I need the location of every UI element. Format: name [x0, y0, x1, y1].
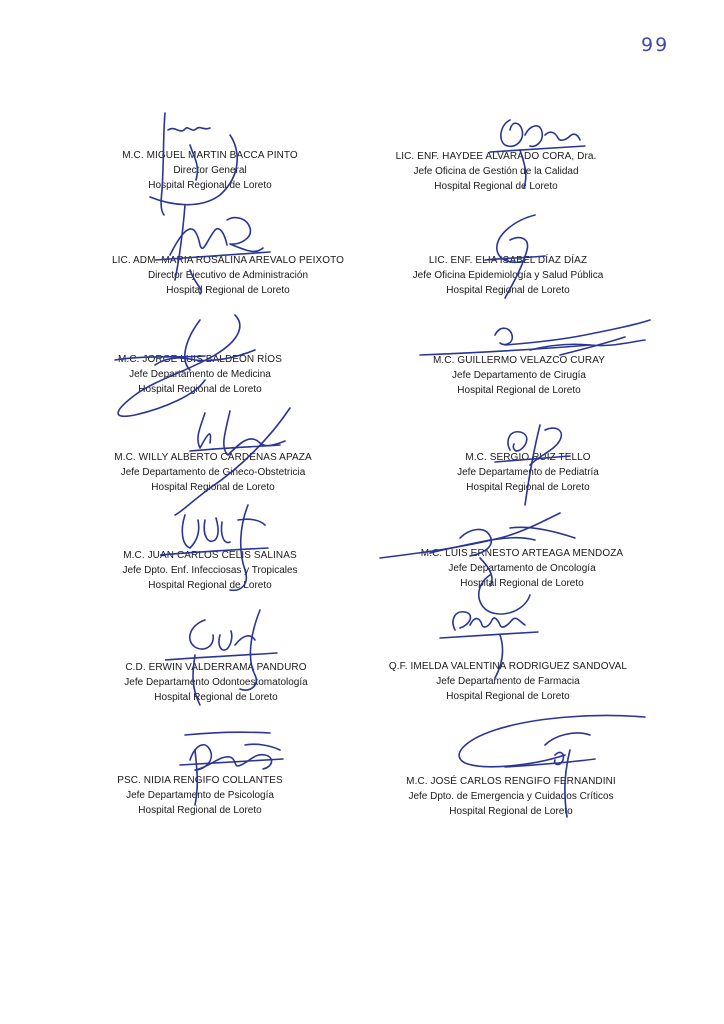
signatory-name: LIC. ENF. HAYDEE ALVARADO CORA, Dra. — [395, 151, 597, 162]
signatory-name: M.C. SERGIO RUÍZ TELLO — [465, 452, 591, 463]
signatory-position: Jefe Departamento de Pediatría — [457, 467, 599, 478]
signatory-position: Jefe Dpto. de Emergencia y Cuidados Críticos — [408, 791, 614, 802]
signatory-name: M.C. LUIS ERNESTO ARTEAGA MENDOZA — [420, 548, 624, 559]
signatory-position: Jefe Departamento de Gineco-Obstetricia — [120, 467, 306, 478]
signatory-institution: Hospital Regional de Loreto — [434, 181, 558, 192]
signatory-block-rengifo-collantes — [70, 773, 330, 818]
signatory-institution: Hospital Regional de Loreto — [449, 806, 573, 817]
signatory-name: M.C. GUILLERMO VELAZCO CURAY — [432, 355, 606, 366]
signatory-position: Jefe Oficina Epidemiología y Salud Pública — [412, 270, 604, 281]
signatory-block-rengifo-fernandini — [381, 774, 641, 819]
page-number: 99 — [641, 34, 670, 56]
signatory-institution: Hospital Regional de Loreto — [466, 482, 590, 493]
signatory-institution: Hospital Regional de Loreto — [457, 385, 581, 396]
signatory-position: Jefe Oficina de Gestión de la Calidad — [413, 166, 579, 177]
signatory-position: Jefe Departamento de Medicina — [129, 369, 271, 380]
signatory-block-valderrama — [86, 660, 346, 705]
signatory-position: Jefe Departamento de Cirugía — [452, 370, 586, 381]
signatory-name: M.C. JOSÉ CARLOS RENGIFO FERNANDINI — [406, 776, 616, 787]
signatory-institution: Hospital Regional de Loreto — [138, 384, 262, 395]
signatory-institution: Hospital Regional de Loreto — [446, 691, 570, 702]
signatory-name: M.C. MIGUEL MARTIN BACCA PINTO — [122, 150, 298, 161]
signatory-institution: Hospital Regional de Loreto — [166, 285, 290, 296]
signatory-name: M.C. WILLY ALBERTO CARDENAS APAZA — [114, 452, 312, 463]
signatory-position: Jefe Departamento de Oncología — [448, 563, 596, 574]
signatory-block-diaz — [378, 253, 638, 298]
signatory-institution: Hospital Regional de Loreto — [151, 482, 275, 493]
signatory-institution: Hospital Regional de Loreto — [446, 285, 570, 296]
signatory-block-velazco — [389, 353, 649, 398]
signatory-position: Jefe Departamento Odontoestomatología — [124, 677, 308, 688]
signatory-name: M.C. JORGE LUIS BALDEÓN RÍOS — [118, 354, 282, 365]
signatory-block-arteaga — [392, 546, 652, 591]
signatory-institution: Hospital Regional de Loreto — [154, 692, 278, 703]
signatory-institution: Hospital Regional de Loreto — [138, 805, 262, 816]
signatory-institution: Hospital Regional de Loreto — [460, 578, 584, 589]
signatory-block-alvarado — [366, 149, 626, 194]
signatory-block-bacca — [80, 148, 340, 193]
signatory-block-arevalo — [98, 253, 358, 298]
signatory-position: Director Ejecutivo de Administración — [147, 270, 309, 281]
signatory-position: Jefe Departamento de Psicología — [126, 790, 274, 801]
signatory-position: Jefe Departamento de Farmacia — [436, 676, 580, 687]
signatory-block-cardenas — [83, 450, 343, 495]
signatory-block-rodriguez — [378, 659, 638, 704]
signatory-position: Jefe Dpto. Enf. Infecciosas y Tropicales — [122, 565, 298, 576]
signatory-block-celis — [80, 548, 340, 593]
signatory-block-baldeon — [70, 352, 330, 397]
signatory-name: LIC. ADM. MARIA ROSALINA AREVALO PEIXOTO — [111, 255, 345, 266]
signatory-position: Director General — [173, 165, 247, 176]
signatory-name: LIC. ENF. ELIA ISABEL DÍAZ DÍAZ — [428, 255, 588, 266]
signatory-institution: Hospital Regional de Loreto — [148, 580, 272, 591]
signatory-name: M.C. JUAN CARLOS CELIS SALINAS — [123, 550, 297, 561]
signatory-block-ruiz — [398, 450, 658, 495]
signatory-name: PSC. NIDIA RENGIFO COLLANTES — [117, 775, 283, 786]
signatory-institution: Hospital Regional de Loreto — [148, 180, 272, 191]
signatory-name: C.D. ERWIN VALDERRAMA PANDURO — [125, 662, 307, 673]
signatory-name: Q.F. IMELDA VALENTINA RODRIGUEZ SANDOVAL — [388, 661, 628, 672]
